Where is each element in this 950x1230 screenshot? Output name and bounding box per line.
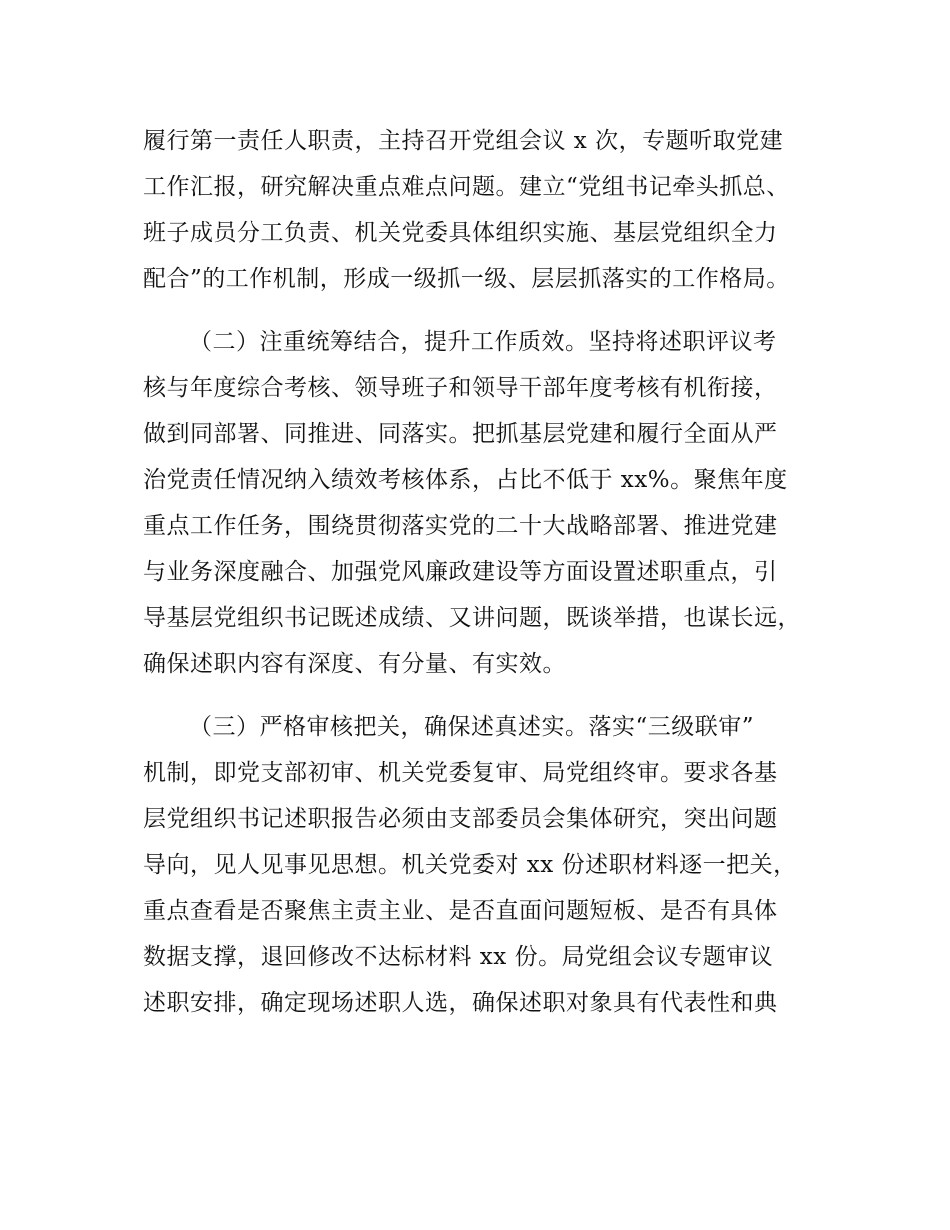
text-line: 述职安排，确定现场述职人选，确保述职对象具有代表性和典 [143,990,778,1016]
text-line: 机制，即党支部初审、机关党委复审、局党组终审。要求各基 [143,760,778,786]
text-line: （二）注重统筹结合，提升工作质效。坚持将述职评议考 [189,329,777,355]
paragraph-3 [143,704,843,1026]
paragraph-1 [143,118,843,302]
text-line: 履行第一责任人职责，主持召开党组会议 x 次，专题听取党建 [143,128,784,154]
text-line: 配合”的工作机制，形成一级抓一级、层层抓落实的工作格局。 [143,266,790,292]
paragraph-2 [143,319,843,687]
text-line: 与业务深度融合、加强党风廉政建设等方面设置述职重点，引 [143,559,778,585]
text-line: 导基层党组织书记既述成绩、又讲问题，既谈举措，也谋长远， [143,605,801,631]
text-line: 治党责任情况纳入绩效考核体系，占比不低于 xx%。聚焦年度 [143,467,788,493]
paragraph-spacer [143,687,843,704]
text-line: 核与年度综合考核、领导班子和领导干部年度考核有机衔接， [143,375,778,401]
text-line: 工作汇报，研究解决重点难点问题。建立“党组书记牵头抓总、 [143,174,790,200]
text-line: 导向，见人见事见思想。机关党委对 xx 份述职材料逐一把关， [143,852,797,878]
text-line: 数据支撑，退回修改不达标材料 xx 份。局党组会议专题审议 [143,944,774,970]
text-line: 做到同部署、同推进、同落实。把抓基层党建和履行全面从严 [143,421,778,447]
text-line: 班子成员分工负责、机关党委具体组织实施、基层党组织全力 [143,220,778,246]
document-body [143,118,843,1026]
text-line: （三）严格审核把关，确保述真述实。落实“三级联审” [189,714,755,740]
text-line: 确保述职内容有深度、有分量、有实效。 [143,651,566,677]
text-line: 重点工作任务，围绕贯彻落实党的二十大战略部署、推进党建 [143,513,778,539]
paragraph-spacer [143,302,843,319]
text-line: 重点查看是否聚焦主责主业、是否直面问题短板、是否有具体 [143,898,778,924]
text-line: 层党组织书记述职报告必须由支部委员会集体研究，突出问题 [143,806,778,832]
